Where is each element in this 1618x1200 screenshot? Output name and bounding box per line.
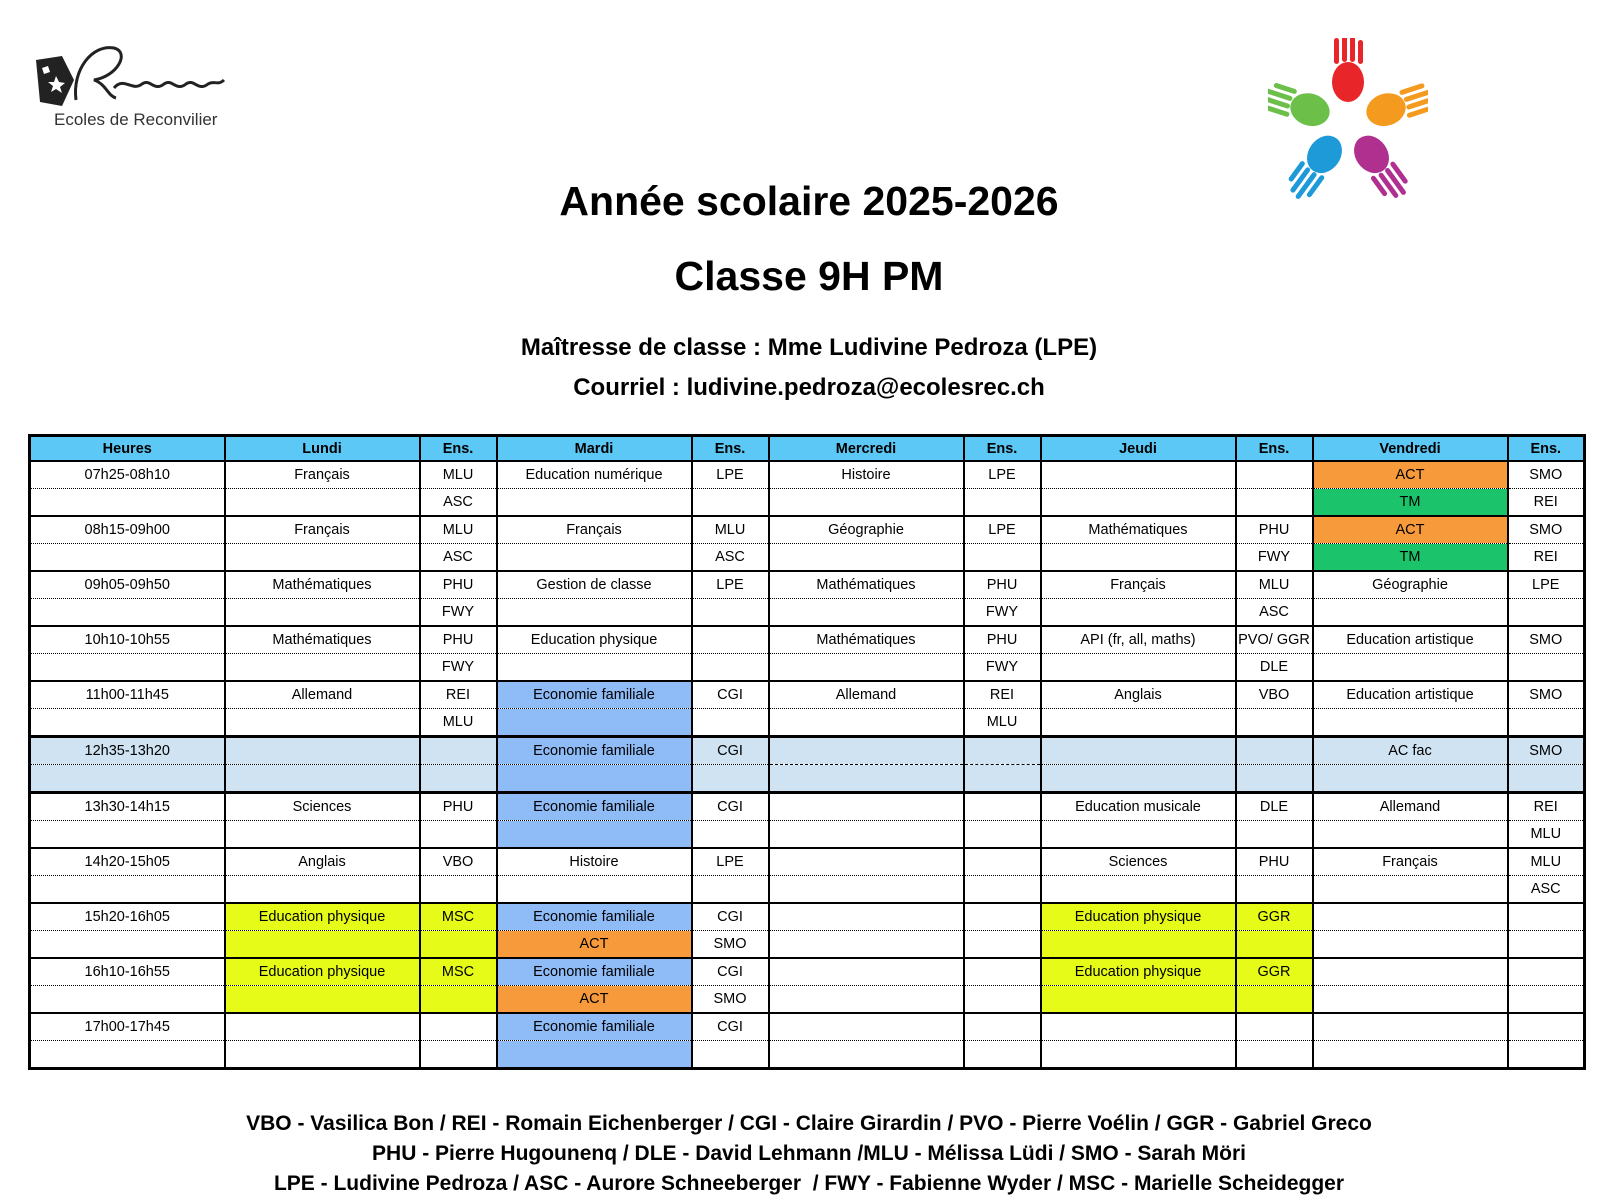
cell-wednesday	[769, 903, 964, 931]
table-row	[30, 709, 1585, 737]
cell-wednesday-teacher	[964, 958, 1041, 986]
cell-tuesday-teacher: MLU	[692, 516, 769, 544]
cell-friday: Français	[1313, 848, 1508, 876]
table-row	[30, 516, 1585, 544]
cell-time: 17h00-17h45	[30, 1013, 225, 1041]
header-friday-teacher: Ens.	[1508, 436, 1585, 462]
cell-tuesday: Economie familiale	[497, 958, 692, 986]
cell-monday-teacher	[420, 821, 497, 849]
cell-wednesday	[769, 599, 964, 627]
cell-friday-teacher: ASC	[1508, 876, 1585, 904]
cell-time	[30, 1041, 225, 1069]
cell-thursday-teacher: ASC	[1236, 599, 1313, 627]
cell-monday: Mathématiques	[225, 571, 420, 599]
cell-wednesday-teacher	[964, 544, 1041, 572]
cell-friday-teacher	[1508, 958, 1585, 986]
reconvilier-logo	[32, 40, 232, 140]
cell-thursday-teacher	[1236, 821, 1313, 849]
cell-monday-teacher	[420, 986, 497, 1014]
cell-time: 15h20-16h05	[30, 903, 225, 931]
cell-time: 09h05-09h50	[30, 571, 225, 599]
cell-friday: Education artistique	[1313, 681, 1508, 709]
cell-friday-teacher	[1508, 986, 1585, 1014]
cell-tuesday-teacher	[692, 709, 769, 737]
cell-friday-teacher: REI	[1508, 793, 1585, 821]
timetable-header	[30, 436, 1585, 462]
cell-time	[30, 709, 225, 737]
teacher-legend-line-3: LPE - Ludivine Pedroza / ASC - Aurore Schneeberger / FWY - Fabienne Wyder / MSC - Marielle Scheidegger	[273, 1172, 1345, 1195]
cell-wednesday-teacher	[964, 1013, 1041, 1041]
table-row	[30, 821, 1585, 849]
cell-friday: Géographie	[1313, 571, 1508, 599]
cell-thursday	[1041, 709, 1236, 737]
table-row	[30, 681, 1585, 709]
cell-tuesday	[497, 821, 692, 849]
cell-wednesday	[769, 848, 964, 876]
header-friday: Vendredi	[1313, 436, 1508, 462]
cell-monday: Education physique	[225, 903, 420, 931]
cell-thursday-teacher	[1236, 461, 1313, 489]
cell-tuesday: ACT	[497, 986, 692, 1014]
cell-thursday-teacher	[1236, 986, 1313, 1014]
table-row	[30, 848, 1585, 876]
cell-wednesday-teacher: PHU	[964, 626, 1041, 654]
cell-wednesday	[769, 821, 964, 849]
cell-tuesday	[497, 1041, 692, 1069]
table-row	[30, 461, 1585, 489]
cell-thursday: Mathématiques	[1041, 516, 1236, 544]
cell-monday-teacher: PHU	[420, 793, 497, 821]
header-wednesday: Mercredi	[769, 436, 964, 462]
cell-monday-teacher: MSC	[420, 903, 497, 931]
header-thursday: Jeudi	[1041, 436, 1236, 462]
cell-friday	[1313, 599, 1508, 627]
cell-time	[30, 489, 225, 517]
cell-monday	[225, 1013, 420, 1041]
cell-wednesday: Mathématiques	[769, 571, 964, 599]
cell-thursday	[1041, 986, 1236, 1014]
cell-tuesday: Education physique	[497, 626, 692, 654]
cell-wednesday	[769, 737, 964, 765]
cell-thursday: API (fr, all, maths)	[1041, 626, 1236, 654]
cell-wednesday-teacher: MLU	[964, 709, 1041, 737]
header-monday: Lundi	[225, 436, 420, 462]
cell-thursday-teacher: FWY	[1236, 544, 1313, 572]
cell-tuesday: Economie familiale	[497, 737, 692, 765]
cell-friday-teacher: SMO	[1508, 737, 1585, 765]
cell-thursday-teacher: GGR	[1236, 958, 1313, 986]
cell-wednesday-teacher	[964, 903, 1041, 931]
cell-wednesday-teacher: PHU	[964, 571, 1041, 599]
cell-tuesday-teacher: CGI	[692, 737, 769, 765]
cell-monday-teacher: MLU	[420, 709, 497, 737]
cell-tuesday-teacher: ASC	[692, 544, 769, 572]
cell-monday-teacher: MLU	[420, 461, 497, 489]
table-row	[30, 1041, 1585, 1069]
cell-thursday-teacher	[1236, 489, 1313, 517]
teacher-legend-line-1: VBO - Vasilica Bon / REI - Romain Eichenberger / CGI - Claire Girardin / PVO - Pierre Voélin / GGR - Gabriel Greco	[246, 1112, 1372, 1135]
cell-tuesday-teacher: CGI	[692, 793, 769, 821]
cell-tuesday	[497, 709, 692, 737]
cell-time: 08h15-09h00	[30, 516, 225, 544]
cell-wednesday	[769, 1013, 964, 1041]
timetable	[28, 434, 1586, 1070]
cell-friday: Allemand	[1313, 793, 1508, 821]
cell-wednesday-teacher: REI	[964, 681, 1041, 709]
cell-friday-teacher	[1508, 1041, 1585, 1069]
cell-monday	[225, 986, 420, 1014]
cell-monday: Français	[225, 461, 420, 489]
cell-wednesday	[769, 544, 964, 572]
cell-monday-teacher: MLU	[420, 516, 497, 544]
cell-friday: ACT	[1313, 516, 1508, 544]
cell-friday: TM	[1313, 544, 1508, 572]
cell-thursday	[1041, 876, 1236, 904]
cell-monday	[225, 931, 420, 959]
cell-friday-teacher: SMO	[1508, 461, 1585, 489]
cell-friday	[1313, 654, 1508, 682]
cell-friday-teacher	[1508, 599, 1585, 627]
cell-friday-teacher: REI	[1508, 544, 1585, 572]
cell-time	[30, 544, 225, 572]
cell-thursday	[1041, 737, 1236, 765]
cell-thursday-teacher: GGR	[1236, 903, 1313, 931]
cell-thursday-teacher: PVO/ GGR	[1236, 626, 1313, 654]
cell-thursday-teacher: VBO	[1236, 681, 1313, 709]
cell-friday: Education artistique	[1313, 626, 1508, 654]
cell-tuesday: Economie familiale	[497, 1013, 692, 1041]
cell-monday	[225, 765, 420, 793]
cell-tuesday	[497, 489, 692, 517]
cell-thursday-teacher: DLE	[1236, 654, 1313, 682]
cell-monday	[225, 599, 420, 627]
table-row	[30, 793, 1585, 821]
cell-friday	[1313, 958, 1508, 986]
cell-thursday-teacher	[1236, 1041, 1313, 1069]
cell-friday	[1313, 1041, 1508, 1069]
table-row	[30, 1013, 1585, 1041]
cell-tuesday-teacher: CGI	[692, 903, 769, 931]
cell-friday-teacher: LPE	[1508, 571, 1585, 599]
cell-tuesday-teacher: LPE	[692, 848, 769, 876]
header-wednesday-teacher: Ens.	[964, 436, 1041, 462]
cell-friday	[1313, 821, 1508, 849]
cell-monday-teacher: PHU	[420, 571, 497, 599]
cell-thursday	[1041, 489, 1236, 517]
table-row	[30, 544, 1585, 572]
cell-wednesday	[769, 986, 964, 1014]
cell-monday-teacher: REI	[420, 681, 497, 709]
cell-tuesday: Gestion de classe	[497, 571, 692, 599]
cell-wednesday	[769, 958, 964, 986]
cell-wednesday-teacher	[964, 1041, 1041, 1069]
cell-tuesday: Histoire	[497, 848, 692, 876]
table-row	[30, 876, 1585, 904]
cell-tuesday-teacher: LPE	[692, 571, 769, 599]
cell-wednesday: Mathématiques	[769, 626, 964, 654]
cell-friday-teacher	[1508, 931, 1585, 959]
cell-thursday: Education musicale	[1041, 793, 1236, 821]
cell-tuesday: Education numérique	[497, 461, 692, 489]
cell-tuesday: Economie familiale	[497, 793, 692, 821]
cell-wednesday	[769, 931, 964, 959]
cell-thursday: Sciences	[1041, 848, 1236, 876]
header-thursday-teacher: Ens.	[1236, 436, 1313, 462]
cell-friday-teacher: SMO	[1508, 681, 1585, 709]
cell-tuesday-teacher	[692, 654, 769, 682]
cell-tuesday-teacher	[692, 1041, 769, 1069]
cell-thursday	[1041, 461, 1236, 489]
cell-monday: Français	[225, 516, 420, 544]
cell-wednesday-teacher	[964, 931, 1041, 959]
cell-thursday-teacher	[1236, 876, 1313, 904]
cell-tuesday-teacher	[692, 765, 769, 793]
cell-friday	[1313, 931, 1508, 959]
cell-monday: Anglais	[225, 848, 420, 876]
teacher-email: Courriel : ludivine.pedroza@ecolesrec.ch	[573, 374, 1045, 401]
cell-friday: AC fac	[1313, 737, 1508, 765]
cell-tuesday-teacher: SMO	[692, 986, 769, 1014]
table-row	[30, 903, 1585, 931]
teacher-legend-line-2: PHU - Pierre Hugounenq / DLE - David Lehmann /MLU - Mélissa Lüdi / SMO - Sarah Möri	[372, 1142, 1246, 1165]
cell-thursday	[1041, 544, 1236, 572]
cell-thursday-teacher	[1236, 931, 1313, 959]
cell-tuesday	[497, 876, 692, 904]
school-year-title: Année scolaire 2025-2026	[559, 178, 1059, 224]
cell-thursday-teacher	[1236, 1013, 1313, 1041]
cell-tuesday-teacher: CGI	[692, 958, 769, 986]
cell-monday-teacher	[420, 1041, 497, 1069]
cell-monday: Mathématiques	[225, 626, 420, 654]
cell-tuesday: Economie familiale	[497, 903, 692, 931]
cell-monday	[225, 654, 420, 682]
cell-friday-teacher: MLU	[1508, 821, 1585, 849]
cell-monday: Education physique	[225, 958, 420, 986]
cell-monday	[225, 876, 420, 904]
cell-thursday	[1041, 1041, 1236, 1069]
cell-monday-teacher	[420, 765, 497, 793]
cell-time	[30, 876, 225, 904]
cell-time: 13h30-14h15	[30, 793, 225, 821]
cell-tuesday	[497, 765, 692, 793]
cell-thursday	[1041, 821, 1236, 849]
cell-wednesday-teacher: FWY	[964, 599, 1041, 627]
cell-friday: ACT	[1313, 461, 1508, 489]
cell-thursday: Français	[1041, 571, 1236, 599]
cell-time	[30, 765, 225, 793]
cell-thursday-teacher	[1236, 737, 1313, 765]
cell-wednesday	[769, 489, 964, 517]
cell-thursday: Education physique	[1041, 903, 1236, 931]
cell-wednesday-teacher	[964, 737, 1041, 765]
cell-friday	[1313, 1013, 1508, 1041]
cell-time	[30, 821, 225, 849]
cell-thursday	[1041, 765, 1236, 793]
cell-monday	[225, 709, 420, 737]
cell-monday-teacher	[420, 1013, 497, 1041]
cell-wednesday-teacher	[964, 876, 1041, 904]
cell-monday	[225, 1041, 420, 1069]
cell-time	[30, 986, 225, 1014]
cell-thursday	[1041, 931, 1236, 959]
cell-wednesday	[769, 765, 964, 793]
cell-wednesday	[769, 654, 964, 682]
cell-friday-teacher: SMO	[1508, 626, 1585, 654]
school-name: Ecoles de Reconvilier	[54, 110, 218, 129]
cell-tuesday-teacher	[692, 876, 769, 904]
cell-friday-teacher: SMO	[1508, 516, 1585, 544]
cell-time: 07h25-08h10	[30, 461, 225, 489]
cell-thursday-teacher: PHU	[1236, 848, 1313, 876]
table-row	[30, 958, 1585, 986]
header-tuesday: Mardi	[497, 436, 692, 462]
cell-monday	[225, 544, 420, 572]
cell-tuesday: Economie familiale	[497, 681, 692, 709]
cell-tuesday-teacher: CGI	[692, 681, 769, 709]
cell-tuesday-teacher: CGI	[692, 1013, 769, 1041]
cell-wednesday	[769, 876, 964, 904]
table-row	[30, 654, 1585, 682]
cell-monday-teacher	[420, 876, 497, 904]
cell-wednesday: Histoire	[769, 461, 964, 489]
cell-time: 14h20-15h05	[30, 848, 225, 876]
cell-monday	[225, 489, 420, 517]
cell-friday-teacher	[1508, 654, 1585, 682]
cell-thursday-teacher: PHU	[1236, 516, 1313, 544]
cell-tuesday	[497, 599, 692, 627]
cell-wednesday-teacher	[964, 821, 1041, 849]
cell-friday	[1313, 765, 1508, 793]
cell-friday	[1313, 986, 1508, 1014]
cell-time	[30, 599, 225, 627]
table-row	[30, 489, 1585, 517]
cell-thursday	[1041, 654, 1236, 682]
cell-thursday-teacher: MLU	[1236, 571, 1313, 599]
cell-monday	[225, 737, 420, 765]
cell-monday-teacher: VBO	[420, 848, 497, 876]
table-row	[30, 765, 1585, 793]
cell-monday-teacher	[420, 931, 497, 959]
reconvilier-brand-icon	[32, 40, 232, 112]
cell-wednesday	[769, 1041, 964, 1069]
cell-thursday-teacher	[1236, 709, 1313, 737]
cell-tuesday-teacher	[692, 489, 769, 517]
cell-friday-teacher	[1508, 765, 1585, 793]
cell-wednesday-teacher	[964, 848, 1041, 876]
cell-wednesday-teacher	[964, 793, 1041, 821]
cell-friday	[1313, 709, 1508, 737]
cell-friday-teacher: MLU	[1508, 848, 1585, 876]
cell-tuesday-teacher	[692, 821, 769, 849]
cell-wednesday-teacher: LPE	[964, 516, 1041, 544]
cell-time: 12h35-13h20	[30, 737, 225, 765]
cell-friday-teacher: REI	[1508, 489, 1585, 517]
cell-monday-teacher: PHU	[420, 626, 497, 654]
cell-monday-teacher	[420, 737, 497, 765]
cell-wednesday-teacher	[964, 765, 1041, 793]
cell-friday-teacher	[1508, 709, 1585, 737]
cell-monday-teacher: FWY	[420, 599, 497, 627]
header-monday-teacher: Ens.	[420, 436, 497, 462]
cell-monday: Allemand	[225, 681, 420, 709]
cell-friday: TM	[1313, 489, 1508, 517]
cell-time	[30, 931, 225, 959]
table-row	[30, 986, 1585, 1014]
cell-friday	[1313, 903, 1508, 931]
cell-tuesday	[497, 654, 692, 682]
cell-tuesday-teacher	[692, 599, 769, 627]
header-tuesday-teacher: Ens.	[692, 436, 769, 462]
cell-thursday	[1041, 599, 1236, 627]
cell-wednesday-teacher	[964, 489, 1041, 517]
cell-thursday-teacher: DLE	[1236, 793, 1313, 821]
class-title: Classe 9H PM	[674, 253, 944, 299]
class-teacher: Maîtresse de classe : Mme Ludivine Pedroza (LPE)	[520, 334, 1098, 361]
cell-friday-teacher	[1508, 903, 1585, 931]
table-row	[30, 599, 1585, 627]
cell-wednesday	[769, 793, 964, 821]
cell-friday	[1313, 876, 1508, 904]
table-row	[30, 571, 1585, 599]
cell-friday-teacher	[1508, 1013, 1585, 1041]
cell-monday-teacher: ASC	[420, 489, 497, 517]
cell-wednesday: Allemand	[769, 681, 964, 709]
cell-monday-teacher: MSC	[420, 958, 497, 986]
cell-tuesday-teacher: LPE	[692, 461, 769, 489]
cell-time	[30, 654, 225, 682]
cell-thursday: Education physique	[1041, 958, 1236, 986]
cell-wednesday-teacher: FWY	[964, 654, 1041, 682]
table-row	[30, 626, 1585, 654]
table-row	[30, 931, 1585, 959]
cell-tuesday-teacher: SMO	[692, 931, 769, 959]
cell-monday	[225, 821, 420, 849]
cell-tuesday: Français	[497, 516, 692, 544]
cell-monday-teacher: ASC	[420, 544, 497, 572]
cell-wednesday-teacher	[964, 986, 1041, 1014]
cell-time: 16h10-16h55	[30, 958, 225, 986]
cell-tuesday: ACT	[497, 931, 692, 959]
table-row	[30, 737, 1585, 765]
cell-wednesday-teacher: LPE	[964, 461, 1041, 489]
cell-wednesday	[769, 709, 964, 737]
cell-thursday-teacher	[1236, 765, 1313, 793]
cell-time: 10h10-10h55	[30, 626, 225, 654]
cell-thursday: Anglais	[1041, 681, 1236, 709]
cell-tuesday-teacher	[692, 626, 769, 654]
cell-monday-teacher: FWY	[420, 654, 497, 682]
cell-wednesday: Géographie	[769, 516, 964, 544]
header-time: Heures	[30, 436, 225, 462]
cell-monday: Sciences	[225, 793, 420, 821]
cell-time: 11h00-11h45	[30, 681, 225, 709]
cell-thursday	[1041, 1013, 1236, 1041]
cell-tuesday	[497, 544, 692, 572]
